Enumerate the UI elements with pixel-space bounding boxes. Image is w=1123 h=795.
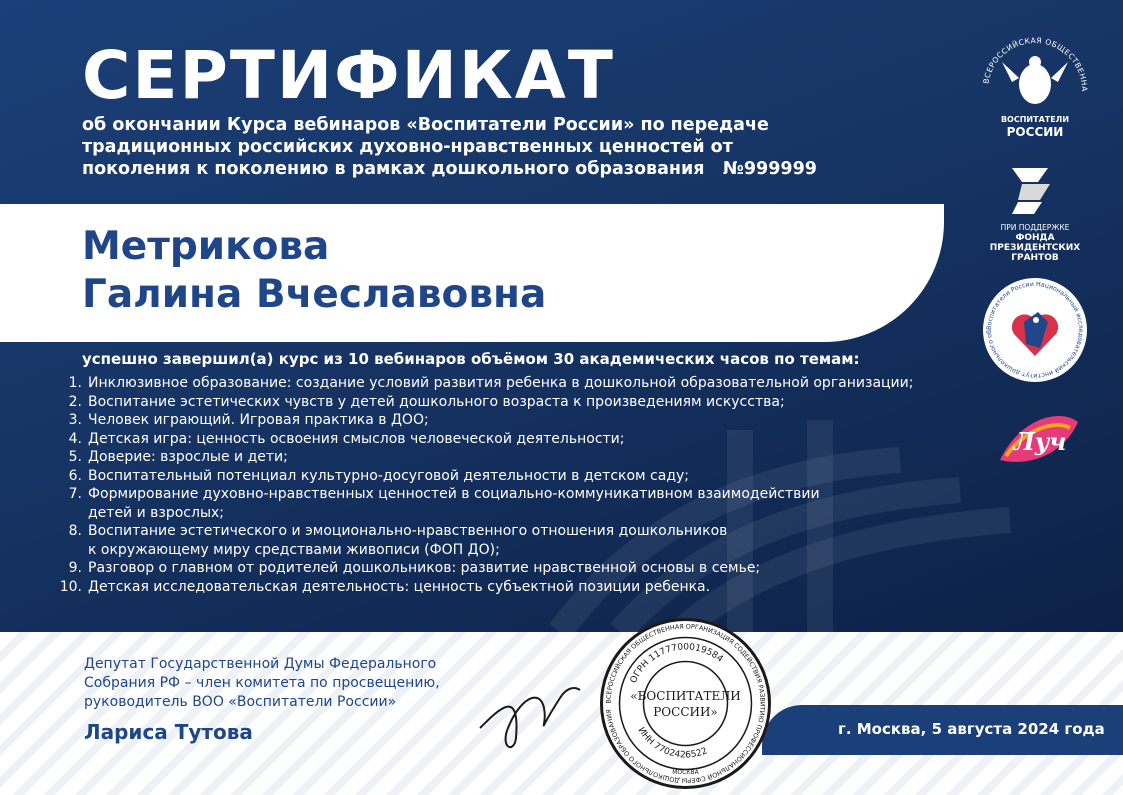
topic-number: 9.: [68, 560, 82, 576]
topic-text: Инклюзивное образование: создание условий развития ребенка в дошкольной образовательной организации;: [88, 375, 914, 391]
logo1-line2: РОССИИ: [1006, 125, 1064, 139]
topic-text: Детская исследовательская деятельность: ценность субъектной позиции ребенка.: [88, 578, 711, 595]
logo1-line1: ВОСПИТАТЕЛИ: [1000, 115, 1070, 124]
topic-text: Доверие: взрослые и дети;: [88, 449, 288, 465]
stamp-line2: РОССИИ»: [653, 705, 718, 719]
topic-item: [54, 411, 974, 430]
topic-item: [54, 559, 974, 578]
topic-item: [54, 448, 974, 467]
topic-number: 7.: [68, 486, 82, 502]
topic-number: 8.: [68, 523, 82, 539]
topic-text: Воспитание эстетических чувств у детей дошкольного возраста к произведениям искусства;: [88, 393, 785, 410]
topic-text: Воспитание эстетического и эмоционально-нравственного отношения дошкольников к окружающему миру средствами живописи (ФОП ДО);: [88, 523, 728, 558]
recipient-given-names: Галина Вчеславовна: [82, 272, 547, 317]
recipient-surname: Метрикова: [82, 224, 330, 269]
certificate-title: СЕРТИФИКАТ: [82, 37, 615, 114]
topic-text: Детская игра: ценность освоения смыслов человеческой деятельности;: [88, 430, 625, 447]
topic-text: Человек играющий. Игровая практика в ДОО;: [88, 412, 429, 428]
topic-item: [54, 578, 974, 597]
topic-number: 3.: [68, 412, 82, 428]
stamp-ogrn: ОГРН 1177700019584: [628, 642, 725, 685]
institute-logo: [960, 274, 1110, 386]
topic-number: 5.: [68, 449, 82, 465]
vospitateli-rossii-logo: [960, 22, 1110, 142]
luch-text: Луч: [1013, 427, 1067, 456]
topic-item: [54, 467, 974, 486]
signer-position: Депутат Государственной Думы Федерального Собрания РФ – член комитета по просвещению, руководитель ВОО «Воспитатели России»: [84, 656, 440, 710]
luch-logo: [960, 398, 1110, 478]
topic-text: Формирование духовно-нравственных ценностей в социально-коммуникативном взаимодействии детей и взрослых;: [88, 486, 820, 521]
partner-logos: [960, 22, 1110, 482]
issue-date: г. Москва, 5 августа 2024 года: [838, 720, 1105, 738]
certificate-number: №999999: [722, 159, 817, 179]
topic-number: 10.: [59, 578, 82, 595]
topic-number: 4.: [68, 430, 82, 447]
institute-ring-text: Воспитатели России Национальный исследовательский институт дошкольного об: [985, 280, 1085, 380]
signer-name: Лариса Тутова: [84, 720, 253, 744]
stamp-city: МОСКВА: [672, 769, 699, 776]
topic-item: [54, 522, 974, 559]
course-intro: успешно завершил(а) курс из 10 вебинаров объёмом 30 академических часов по темам:: [82, 350, 860, 368]
topic-text: Воспитательный потенциал культурно-досуговой деятельности в детском саду;: [88, 467, 690, 484]
grants-line2: ФОНДА: [1015, 233, 1055, 243]
certificate-subtitle: об окончании Курса вебинаров «Воспитатели России» по передаче традиционных российских духовно-нравственных ценностей от поколения к поколению в рамках дошкольного образования №999999: [82, 115, 817, 179]
topic-number: 1.: [68, 375, 82, 391]
grants-line4: ГРАНТОВ: [1011, 253, 1059, 263]
logo1-ring-text: ВСЕРОССИЙСКАЯ ОБЩЕСТВЕННА: [981, 35, 1090, 92]
bird-icon: [1002, 56, 1068, 104]
topic-item: [54, 485, 974, 522]
grants-line3: ПРЕЗИДЕНТСКИХ: [989, 243, 1081, 253]
topic-item: [54, 430, 974, 449]
stamp-inn: ИНН 7702426522: [635, 725, 709, 761]
topic-item: [54, 374, 974, 393]
topic-number: 2.: [68, 393, 82, 410]
stamp-outer-text: ВСЕРОССИЙСКАЯ ОБЩЕСТВЕННАЯ ОРГАНИЗАЦИЯ СОДЕЙСТВИЯ РАЗВИТИЮ ПРОФЕССИОНАЛЬНОЙ СФЕРЫ ДОШКОЛЬНОГО ОБРАЗОВАНИЯ: [604, 622, 767, 785]
topic-number: 6.: [68, 467, 82, 484]
stamp-line1: «ВОСПИТАТЕЛИ: [630, 689, 741, 703]
seal-stamp: [598, 616, 773, 791]
signature-icon: [470, 668, 590, 758]
topic-list: [54, 374, 974, 596]
recipient-name: [82, 223, 546, 319]
presidential-grants-logo: [960, 156, 1110, 263]
grants-line1: ПРИ ПОДДЕРЖКЕ: [1000, 223, 1070, 232]
topic-item: [54, 393, 974, 412]
grants-emblem-icon: [1012, 168, 1050, 214]
topic-text: Разговор о главном от родителей дошкольников: развитие нравственной основы в семье;: [88, 560, 761, 576]
